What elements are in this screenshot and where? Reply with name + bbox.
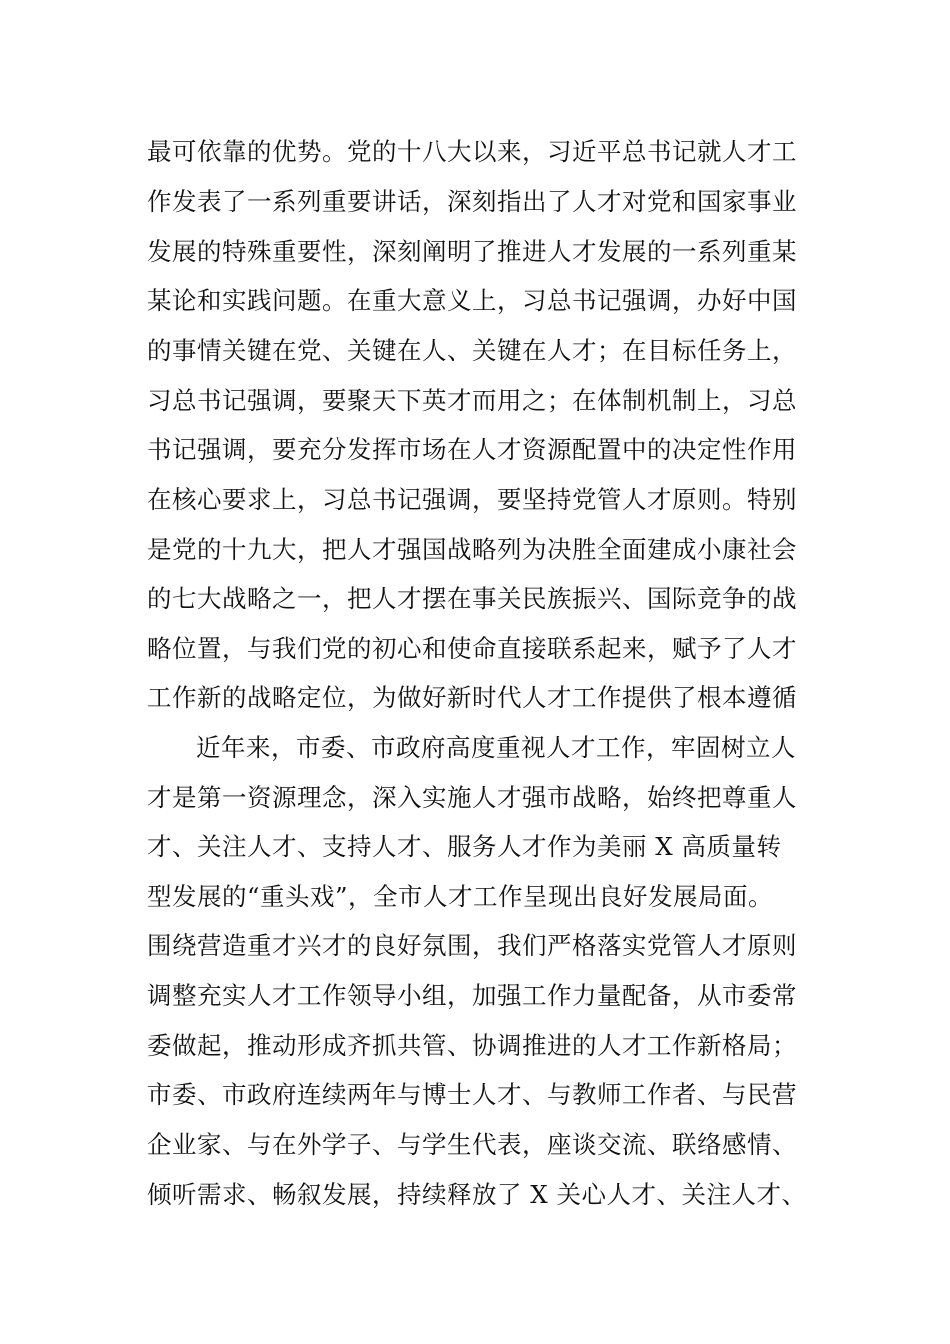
text-line: 发展的特殊重要性，深刻阐明了推进人才发展的一系列重某: [147, 237, 797, 266]
text-line: 围绕营造重才兴才的良好氛围，我们严格落实党管人才原则: [147, 931, 797, 960]
text-line: 调整充实人才工作领导小组，加强工作力量配备，从市委常: [147, 981, 797, 1010]
text-line: 习总书记强调，要聚天下英才而用之；在体制机制上，习总: [147, 386, 797, 415]
text-line: 工作新的战略定位，为做好新时代人才工作提供了根本遵循: [147, 683, 797, 712]
text-line: 委做起，推动形成齐抓共管、协调推进的人才工作新格局；: [147, 1031, 797, 1060]
text-line: 略位置，与我们党的初心和使命直接联系起来，赋予了人才: [147, 634, 797, 663]
text-line: 才、关注人才、支持人才、服务人才作为美丽 X 高质量转: [147, 832, 782, 861]
text-line: 市委、市政府连续两年与博士人才、与教师工作者、与民营: [147, 1080, 797, 1109]
text-line: 才是第一资源理念，深入实施人才强市战略，始终把尊重人: [147, 783, 797, 812]
text-line: 倾听需求、畅叙发展，持续释放了 X 关心人才、关注人才、: [147, 1180, 807, 1209]
text-line: 是党的十九大，把人才强国战略列为决胜全面建成小康社会: [147, 535, 797, 564]
text-line: 书记强调，要充分发挥市场在人才资源配置中的决定性作用: [147, 435, 797, 464]
text-line: 企业家、与在外学子、与学生代表，座谈交流、联络感情、: [147, 1130, 797, 1159]
text-line: 型发展的“重头戏”，全市人才工作呈现出良好发展局面。: [147, 882, 774, 911]
text-line: 在核心要求上，习总书记强调，要坚持党管人才原则。特别: [147, 485, 797, 514]
text-line: 的事情关键在党、关键在人、关键在人才；在目标任务上，: [147, 336, 797, 365]
text-line: 最可依靠的优势。党的十八大以来，习近平总书记就人才工: [147, 137, 797, 166]
text-line: 近年来，市委、市政府高度重视人才工作，牢固树立人: [196, 733, 796, 762]
text-line: 某论和实践问题。在重大意义上，习总书记强调，办好中国: [147, 286, 797, 315]
text-line: 作发表了一系列重要讲话，深刻指出了人才对党和国家事业: [147, 187, 797, 216]
text-line: 的七大战略之一，把人才摆在事关民族振兴、国际竞争的战: [147, 584, 797, 613]
